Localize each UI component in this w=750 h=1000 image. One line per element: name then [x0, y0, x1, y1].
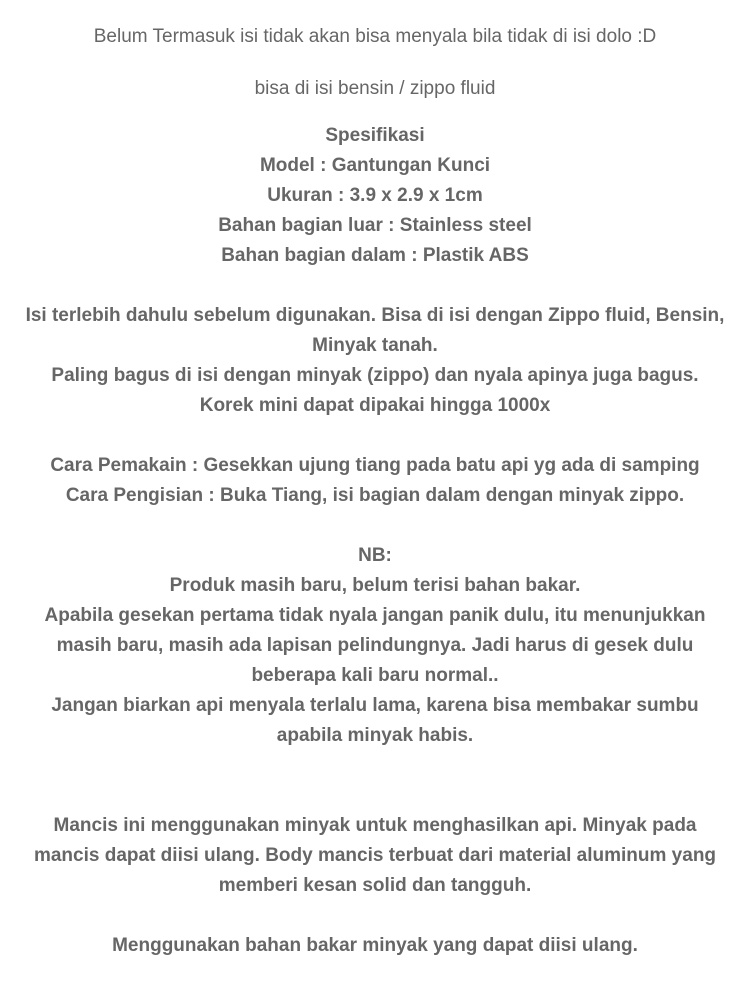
spec-heading: Spesifikasi	[325, 125, 425, 146]
note-line-4: beberapa kali baru normal..	[251, 665, 499, 686]
refill-instruction: Cara Pengisian : Buka Tiang, isi bagian dalam dengan minyak zippo.	[65, 485, 685, 506]
fill-info-line-2: Minyak tanah.	[312, 335, 438, 356]
description-closing: Menggunakan bahan bakar minyak yang dapat diisi ulang.	[112, 935, 638, 956]
spec-outer-material: Bahan bagian luar : Stainless steel	[218, 215, 532, 236]
description-line-2: mancis dapat diisi ulang. Body mancis terbuat dari material aluminum yang	[33, 845, 717, 866]
intro-line-1: Belum Termasuk isi tidak akan bisa menyala bila tidak di isi dolo :D	[93, 26, 657, 47]
note-line-5: Jangan biarkan api menyala terlalu lama, karena bisa membakar sumbu	[51, 695, 699, 716]
note-line-3: masih baru, masih ada lapisan pelindungnya. Jadi harus di gesek dulu	[56, 635, 694, 656]
note-heading: NB:	[358, 545, 392, 566]
note-line-6: apabila minyak habis.	[276, 725, 474, 746]
spec-size: Ukuran : 3.9 x 2.9 x 1cm	[267, 185, 483, 206]
description-line-1: Mancis ini menggunakan minyak untuk menghasilkan api. Minyak pada	[53, 815, 697, 836]
intro-line-2: bisa di isi bensin / zippo fluid	[254, 78, 496, 99]
fill-info-line-3: Paling bagus di isi dengan minyak (zippo) dan nyala apinya juga bagus.	[51, 365, 699, 386]
usage-instruction: Cara Pemakain : Gesekkan ujung tiang pada batu api yg ada di samping	[50, 455, 700, 476]
fill-info-line-1: Isi terlebih dahulu sebelum digunakan. Bisa di isi dengan Zippo fluid, Bensin,	[25, 305, 725, 326]
spec-inner-material: Bahan bagian dalam : Plastik ABS	[221, 245, 529, 266]
note-line-1: Produk masih baru, belum terisi bahan bakar.	[169, 575, 581, 596]
fill-info-line-4: Korek mini dapat dipakai hingga 1000x	[199, 395, 551, 416]
note-line-2: Apabila gesekan pertama tidak nyala jangan panik dulu, itu menunjukkan	[44, 605, 706, 626]
spec-model: Model : Gantungan Kunci	[259, 155, 491, 176]
description-line-3: memberi kesan solid dan tangguh.	[218, 875, 532, 896]
